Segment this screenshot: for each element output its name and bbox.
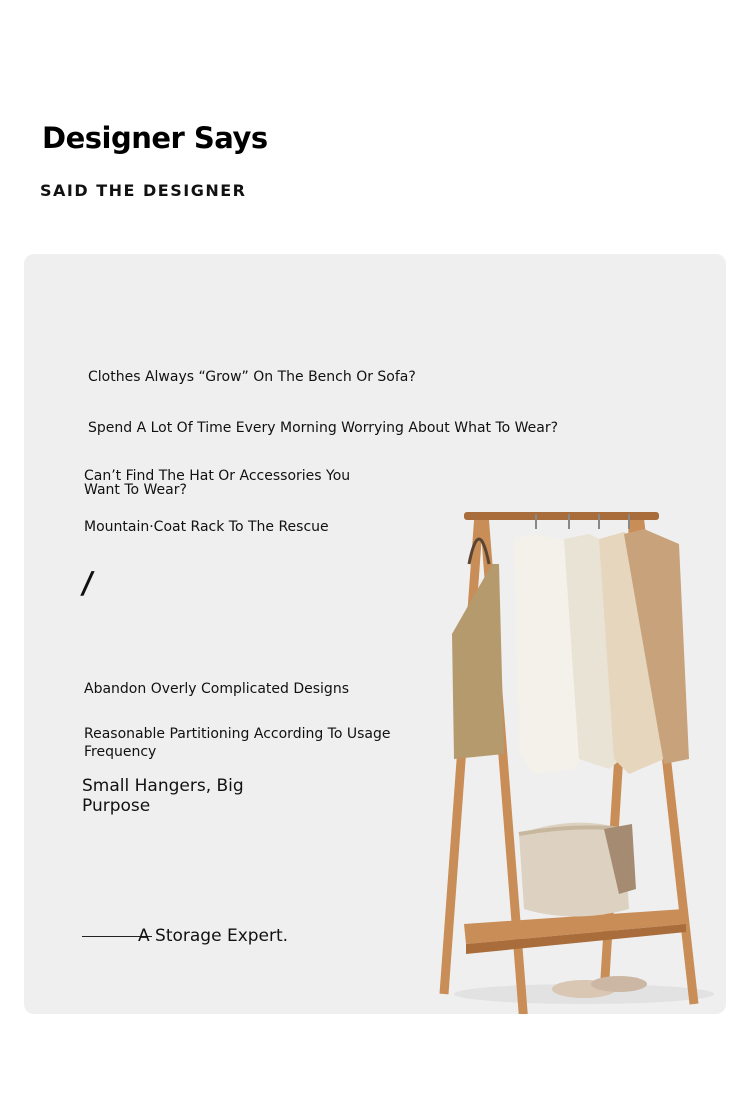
feature-point: Reasonable Partitioning According To Usage Frequency (84, 726, 391, 760)
header (0, 0, 750, 240)
question-text: Clothes Always “Grow” On The Bench Or Sofa? (88, 369, 416, 385)
question-text: Can’t Find The Hat Or Accessories You Want To Wear? (84, 468, 351, 498)
separator-slash: / (79, 566, 96, 601)
question-text: Mountain·Coat Rack To The Rescue (84, 519, 329, 535)
question-text: Spend A Lot Of Time Every Morning Worrying About What To Wear? (88, 420, 559, 436)
coat-rack-image (424, 504, 724, 1014)
feature-point: Abandon Overly Complicated Designs (84, 681, 349, 697)
feature-point: Small Hangers, Big Purpose (82, 776, 244, 816)
content-panel (24, 254, 726, 1014)
page-subtitle: SAID THE DESIGNER (40, 181, 247, 200)
tagline: A Storage Expert. (138, 926, 289, 946)
page-title: Designer Says (42, 121, 268, 155)
